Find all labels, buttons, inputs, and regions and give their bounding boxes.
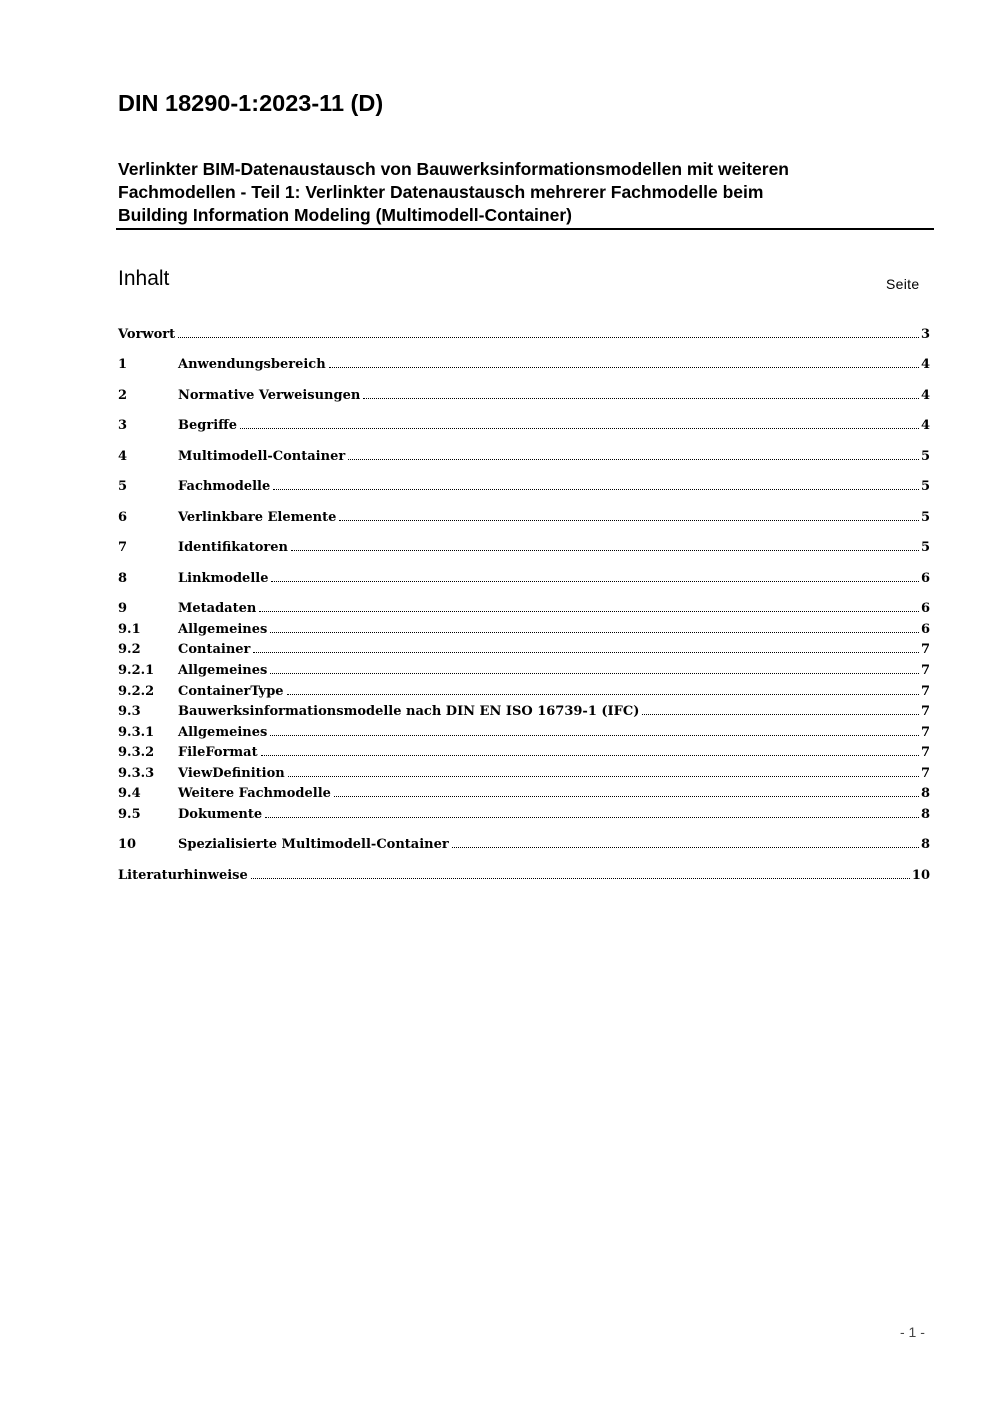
- toc-leader-dots: [271, 580, 918, 582]
- toc-entry[interactable]: [118, 805, 930, 825]
- toc-page-column-heading: Seite: [886, 276, 920, 292]
- document-title-line-3: Building Information Modeling (Multimodell-Container): [118, 205, 572, 225]
- toc-entry[interactable]: [118, 477, 930, 497]
- toc-entry-page: 6: [920, 622, 930, 637]
- toc-entry-page: 6: [920, 571, 930, 586]
- toc-entry-title: Identifikatoren: [178, 540, 288, 555]
- toc-entry[interactable]: [118, 682, 930, 702]
- toc-entry[interactable]: [118, 569, 930, 589]
- toc-leader-dots: [287, 693, 919, 695]
- toc-entry[interactable]: [118, 640, 930, 660]
- toc-entry-number: 8: [118, 571, 128, 586]
- toc-entry-title: Spezialisierte Multimodell-Container: [178, 837, 449, 852]
- toc-leader-dots: [253, 651, 919, 653]
- toc-leader-dots: [273, 488, 919, 490]
- toc-entry-number: 3: [118, 418, 128, 433]
- toc-entry-title: Begriffe: [178, 418, 238, 433]
- toc-entry-number: 9.1: [118, 622, 141, 637]
- toc-entry[interactable]: [118, 355, 930, 375]
- toc-leader-dots: [261, 754, 919, 756]
- toc-leader-dots: [265, 816, 919, 818]
- toc-entry-title: ViewDefinition: [178, 766, 285, 781]
- toc-entry-title: Fachmodelle: [178, 479, 271, 494]
- toc-heading: Inhalt: [118, 267, 170, 290]
- toc-entry-page: 5: [920, 449, 930, 464]
- toc-entry-title: Vorwort: [118, 327, 176, 342]
- toc-entry[interactable]: [118, 447, 930, 467]
- toc-entry-page: 7: [920, 745, 930, 760]
- toc-leader-dots: [251, 877, 910, 879]
- toc-entry-title: Multimodell-Container: [178, 449, 346, 464]
- toc-entry-page: 7: [920, 684, 930, 699]
- page-number: - 1 -: [900, 1324, 925, 1340]
- toc-entry-title: Normative Verweisungen: [178, 388, 361, 403]
- toc-entry-page: 7: [920, 642, 930, 657]
- toc-entry-page: 4: [920, 388, 930, 403]
- toc-entry-title: Metadaten: [178, 601, 257, 616]
- toc-entry[interactable]: [118, 784, 930, 804]
- toc-entry[interactable]: [118, 764, 930, 784]
- toc-entry-title: Bauwerksinformationsmodelle nach DIN EN ISO 16739-1 (IFC): [178, 704, 640, 719]
- toc-leader-dots: [642, 713, 919, 715]
- toc-entry-number: 2: [118, 388, 128, 403]
- toc-leader-dots: [334, 795, 919, 797]
- toc-entry[interactable]: [118, 866, 930, 886]
- toc-entry-number: 5: [118, 479, 128, 494]
- toc-entry[interactable]: [118, 702, 930, 722]
- toc-leader-dots: [339, 519, 919, 521]
- toc-leader-dots: [348, 458, 919, 460]
- toc-leader-dots: [291, 549, 919, 551]
- toc-entry-title: FileFormat: [178, 745, 258, 760]
- toc-entry-number: 6: [118, 510, 128, 525]
- toc-entry-number: 9.3.3: [118, 766, 155, 781]
- toc-entry-number: 1: [118, 357, 128, 372]
- toc-entry-title: Container: [178, 642, 251, 657]
- document-title: [118, 158, 918, 227]
- toc-entry-page: 7: [920, 725, 930, 740]
- toc-entry[interactable]: [118, 325, 930, 345]
- toc-entry-title: Verlinkbare Elemente: [178, 510, 337, 525]
- document-title-line-1: Verlinkter BIM-Datenaustausch von Bauwerksinformationsmodellen mit weiteren: [118, 159, 789, 179]
- toc-entry-page: 4: [920, 357, 930, 372]
- toc-entry-number: 10: [118, 837, 137, 852]
- toc-entry[interactable]: [118, 386, 930, 406]
- toc-entry-number: 9.2.2: [118, 684, 155, 699]
- toc-entry[interactable]: [118, 835, 930, 855]
- toc-entry-page: 8: [920, 807, 930, 822]
- toc-entry-title: Anwendungsbereich: [178, 357, 326, 372]
- toc-entry-title: Weitere Fachmodelle: [178, 786, 331, 801]
- toc-entry[interactable]: [118, 538, 930, 558]
- toc-entry-number: 9.3.1: [118, 725, 155, 740]
- toc-entry[interactable]: [118, 620, 930, 640]
- toc-entry-page: 10: [911, 868, 930, 883]
- toc-entry-number: 9.5: [118, 807, 141, 822]
- document-id: DIN 18290-1:2023-11 (D): [118, 90, 384, 116]
- toc-entry[interactable]: [118, 723, 930, 743]
- toc-entry-title: Dokumente: [178, 807, 263, 822]
- toc-entry[interactable]: [118, 508, 930, 528]
- toc-entry-number: 9.2: [118, 642, 141, 657]
- toc-entry-title: ContainerType: [178, 684, 284, 699]
- toc-leader-dots: [178, 336, 919, 338]
- toc-entry-page: 7: [920, 766, 930, 781]
- toc-leader-dots: [270, 631, 919, 633]
- toc-entry-number: 9.3: [118, 704, 141, 719]
- toc-entry-page: 5: [920, 479, 930, 494]
- toc-leader-dots: [363, 397, 919, 399]
- toc-entry-title: Allgemeines: [178, 725, 268, 740]
- toc-entry-title: Allgemeines: [178, 663, 268, 678]
- toc-leader-dots: [288, 775, 919, 777]
- document-title-line-2: Fachmodellen - Teil 1: Verlinkter Datenaustausch mehrerer Fachmodelle beim: [118, 182, 764, 202]
- toc-entry-number: 9.2.1: [118, 663, 155, 678]
- toc-entry-title: Linkmodelle: [178, 571, 269, 586]
- toc-entry-number: 7: [118, 540, 128, 555]
- toc-entry-number: 9.3.2: [118, 745, 155, 760]
- toc-entry-page: 3: [920, 327, 930, 342]
- toc-entry-page: 5: [920, 510, 930, 525]
- title-divider: [116, 228, 934, 230]
- toc-leader-dots: [270, 672, 919, 674]
- toc-leader-dots: [240, 427, 919, 429]
- toc-entry-page: 7: [920, 704, 930, 719]
- toc-entry-title: Literaturhinweise: [118, 868, 248, 883]
- toc-entry-page: 7: [920, 663, 930, 678]
- toc-leader-dots: [259, 610, 919, 612]
- toc-entry-page: 5: [920, 540, 930, 555]
- toc-entry-number: 4: [118, 449, 128, 464]
- toc-entry[interactable]: [118, 743, 930, 763]
- toc-leader-dots: [270, 734, 919, 736]
- toc-entry-number: 9.4: [118, 786, 141, 801]
- toc-entry-number: 9: [118, 601, 128, 616]
- toc-entry-title: Allgemeines: [178, 622, 268, 637]
- toc-leader-dots: [452, 846, 919, 848]
- toc-entry-page: 8: [920, 786, 930, 801]
- toc-entry[interactable]: [118, 416, 930, 436]
- toc-entry[interactable]: [118, 599, 930, 619]
- toc-entry[interactable]: [118, 661, 930, 681]
- toc-entry-page: 6: [920, 601, 930, 616]
- toc-entry-page: 4: [920, 418, 930, 433]
- toc-leader-dots: [329, 366, 919, 368]
- toc-entry-page: 8: [920, 837, 930, 852]
